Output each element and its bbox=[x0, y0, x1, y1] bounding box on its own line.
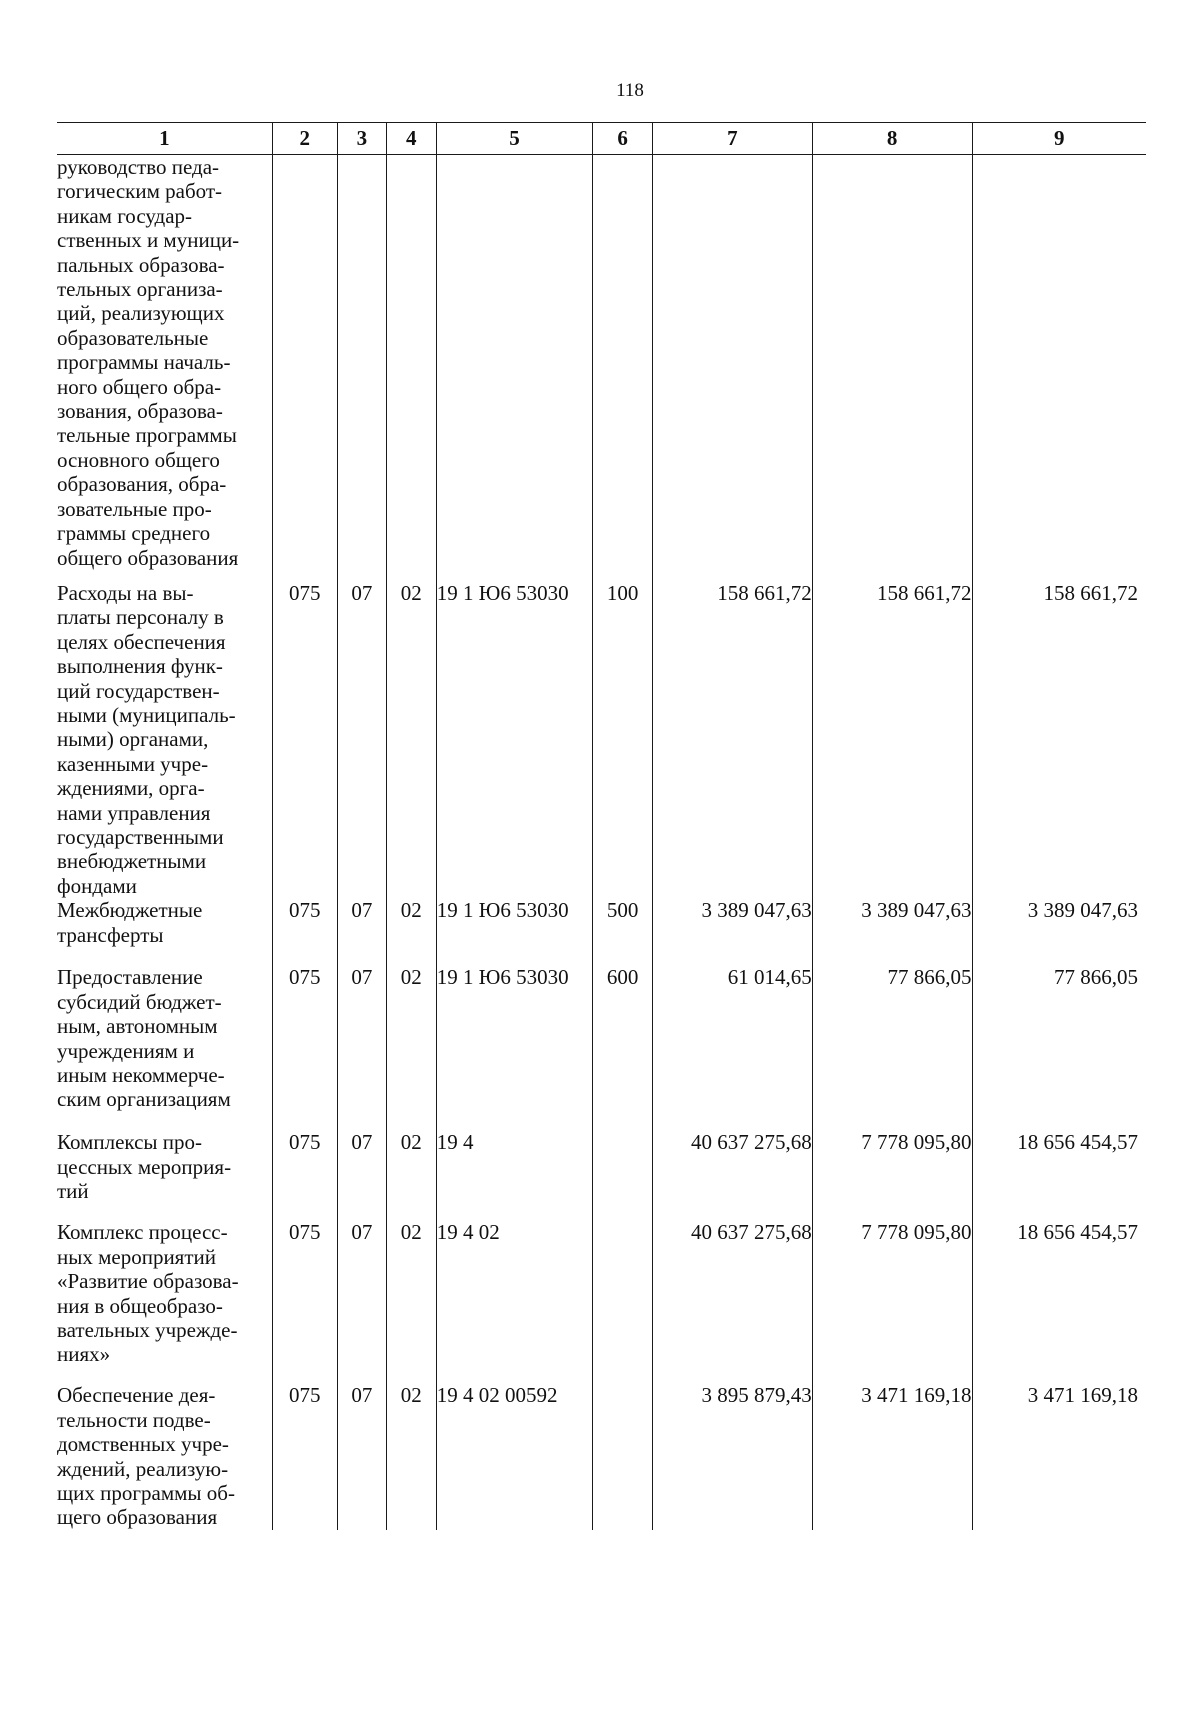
header-cell: 5 bbox=[436, 123, 593, 155]
item-name-line: тельные программы bbox=[57, 423, 237, 448]
subsection-cell: 02 bbox=[386, 1383, 436, 1529]
amount-cell: 18 656 454,57 bbox=[972, 1130, 1146, 1220]
section-cell: 07 bbox=[337, 581, 386, 898]
subsection-cell bbox=[386, 155, 436, 582]
item-name-line: иным некоммерче- bbox=[57, 1062, 225, 1087]
budget-table bbox=[57, 122, 1146, 1530]
item-name-line: ским организациям bbox=[57, 1087, 231, 1112]
item-name-line: ций, реализующих bbox=[57, 301, 225, 326]
amount-cell: 7 778 095,80 bbox=[812, 1220, 972, 1383]
item-name-line: нами управления bbox=[57, 800, 211, 825]
admin-code-cell: 075 bbox=[272, 1220, 337, 1383]
amount-cell: 7 778 095,80 bbox=[812, 1130, 972, 1220]
header-cell: 3 bbox=[337, 123, 386, 155]
header-row bbox=[57, 123, 1146, 155]
section-cell: 07 bbox=[337, 898, 386, 965]
table-row bbox=[57, 1130, 1146, 1220]
amount-cell bbox=[653, 155, 813, 582]
expense-type-cell bbox=[593, 1383, 653, 1529]
amount-cell: 158 661,72 bbox=[653, 581, 813, 898]
item-name-line: Обеспечение дея- bbox=[57, 1383, 216, 1408]
subsection-cell: 02 bbox=[386, 1220, 436, 1383]
item-name-line: программы началь- bbox=[57, 350, 231, 375]
item-name-line: «Развитие образова- bbox=[57, 1269, 239, 1294]
amount-cell: 158 661,72 bbox=[972, 581, 1146, 898]
amount-cell: 3 389 047,63 bbox=[653, 898, 813, 965]
amount-cell: 3 389 047,63 bbox=[812, 898, 972, 965]
item-name-cell bbox=[57, 1383, 272, 1529]
item-name-cell bbox=[57, 898, 272, 965]
target-article-cell: 19 4 02 bbox=[436, 1220, 593, 1383]
amount-cell: 77 866,05 bbox=[972, 965, 1146, 1130]
amount-cell: 77 866,05 bbox=[812, 965, 972, 1130]
admin-code-cell: 075 bbox=[272, 1130, 337, 1220]
item-name-line: тий bbox=[57, 1179, 89, 1204]
admin-code-cell: 075 bbox=[272, 965, 337, 1130]
item-name-line: зовательные про- bbox=[57, 496, 212, 521]
item-name-line: Предоставление bbox=[57, 965, 203, 990]
section-cell: 07 bbox=[337, 1130, 386, 1220]
item-name-line: ного общего обра- bbox=[57, 374, 222, 399]
item-name-line: ниях» bbox=[57, 1342, 111, 1367]
expense-type-cell: 600 bbox=[593, 965, 653, 1130]
section-cell: 07 bbox=[337, 965, 386, 1130]
item-name-line: зования, образова- bbox=[57, 399, 223, 424]
header-cell: 4 bbox=[386, 123, 436, 155]
item-name-line: щего образования bbox=[57, 1505, 218, 1530]
item-name-cell bbox=[57, 581, 272, 898]
item-name-line: цессных мероприя- bbox=[57, 1154, 232, 1179]
item-name-line: образовательные bbox=[57, 325, 209, 350]
target-article-cell: 19 1 Ю6 53030 bbox=[436, 965, 593, 1130]
table-row bbox=[57, 898, 1146, 965]
header-cell: 1 bbox=[57, 123, 272, 155]
item-name-line: ными (муниципаль- bbox=[57, 703, 236, 728]
amount-cell: 18 656 454,57 bbox=[972, 1220, 1146, 1383]
amount-cell: 40 637 275,68 bbox=[653, 1220, 813, 1383]
subsection-cell: 02 bbox=[386, 898, 436, 965]
item-name-line: государственными bbox=[57, 825, 224, 850]
expense-type-cell: 500 bbox=[593, 898, 653, 965]
target-article-cell bbox=[436, 155, 593, 582]
amount-cell: 158 661,72 bbox=[812, 581, 972, 898]
item-name-line: пальных образова- bbox=[57, 252, 225, 277]
target-article-cell: 19 4 02 00592 bbox=[436, 1383, 593, 1529]
item-name-line: фондами bbox=[57, 873, 137, 898]
amount-cell bbox=[972, 155, 1146, 582]
admin-code-cell: 075 bbox=[272, 898, 337, 965]
amount-cell: 3 389 047,63 bbox=[972, 898, 1146, 965]
item-name-line: щих программы об- bbox=[57, 1480, 235, 1505]
table-body bbox=[57, 155, 1146, 1530]
section-cell: 07 bbox=[337, 1383, 386, 1529]
amount-cell: 40 637 275,68 bbox=[653, 1130, 813, 1220]
item-name-line: гогическим работ- bbox=[57, 179, 223, 204]
amount-cell: 3 471 169,18 bbox=[972, 1383, 1146, 1529]
expense-type-cell bbox=[593, 155, 653, 582]
item-name-line: ций государствен- bbox=[57, 678, 220, 703]
target-article-cell: 19 1 Ю6 53030 bbox=[436, 581, 593, 898]
item-name-line: учреждениям и bbox=[57, 1038, 195, 1063]
item-name-line: тельных организа- bbox=[57, 277, 223, 302]
admin-code-cell: 075 bbox=[272, 581, 337, 898]
item-name-line: платы персоналу в bbox=[57, 605, 224, 630]
item-name-line: ных мероприятий bbox=[57, 1244, 216, 1269]
amount-cell: 61 014,65 bbox=[653, 965, 813, 1130]
header-cell: 2 bbox=[272, 123, 337, 155]
item-name-line: Комплекс процесс- bbox=[57, 1220, 228, 1245]
section-cell: 07 bbox=[337, 1220, 386, 1383]
item-name-line: ния в общеобразо- bbox=[57, 1293, 223, 1318]
header-cell: 8 bbox=[812, 123, 972, 155]
expense-type-cell bbox=[593, 1130, 653, 1220]
item-name-line: вательных учрежде- bbox=[57, 1317, 238, 1342]
header-cell: 6 bbox=[593, 123, 653, 155]
table-row bbox=[57, 965, 1146, 1130]
item-name-line: Межбюджетные bbox=[57, 898, 203, 923]
amount-cell: 3 895 879,43 bbox=[653, 1383, 813, 1529]
item-name-line: домственных учре- bbox=[57, 1432, 229, 1457]
item-name-line: ным, автономным bbox=[57, 1014, 218, 1039]
item-name-line: никам государ- bbox=[57, 203, 193, 228]
amount-cell bbox=[812, 155, 972, 582]
subsection-cell: 02 bbox=[386, 1130, 436, 1220]
item-name-line: трансферты bbox=[57, 922, 164, 947]
item-name-line: образования, обра- bbox=[57, 472, 227, 497]
subsection-cell: 02 bbox=[386, 581, 436, 898]
target-article-cell: 19 1 Ю6 53030 bbox=[436, 898, 593, 965]
header-cell: 9 bbox=[972, 123, 1146, 155]
item-name-line: внебюджетными bbox=[57, 849, 207, 874]
subsection-cell: 02 bbox=[386, 965, 436, 1130]
item-name-line: ными) органами, bbox=[57, 727, 209, 752]
admin-code-cell bbox=[272, 155, 337, 582]
item-name-line: ждениями, орга- bbox=[57, 776, 205, 801]
item-name-line: тельности подве- bbox=[57, 1407, 211, 1432]
item-name-line: Комплексы про- bbox=[57, 1130, 202, 1155]
amount-cell: 3 471 169,18 bbox=[812, 1383, 972, 1529]
item-name-line: руководство педа- bbox=[57, 155, 220, 179]
admin-code-cell: 075 bbox=[272, 1383, 337, 1529]
item-name-line: субсидий бюджет- bbox=[57, 989, 222, 1014]
item-name-cell bbox=[57, 965, 272, 1130]
item-name-line: выполнения функ- bbox=[57, 654, 223, 679]
item-name-cell bbox=[57, 155, 272, 582]
table-row bbox=[57, 155, 1146, 582]
item-name-line: целях обеспечения bbox=[57, 629, 226, 654]
page-number: 118 bbox=[616, 80, 644, 101]
table-row bbox=[57, 1383, 1146, 1529]
table-row bbox=[57, 581, 1146, 898]
header-cell: 7 bbox=[653, 123, 813, 155]
item-name-line: основного общего bbox=[57, 447, 220, 472]
item-name-cell bbox=[57, 1130, 272, 1220]
section-cell bbox=[337, 155, 386, 582]
item-name-line: Расходы на вы- bbox=[57, 581, 194, 605]
item-name-line: граммы среднего bbox=[57, 521, 211, 546]
item-name-line: казенными учре- bbox=[57, 751, 209, 776]
table-row bbox=[57, 1220, 1146, 1383]
item-name-line: ственных и муници- bbox=[57, 228, 240, 253]
item-name-line: общего образования bbox=[57, 545, 239, 570]
item-name-cell bbox=[57, 1220, 272, 1383]
expense-type-cell bbox=[593, 1220, 653, 1383]
target-article-cell: 19 4 bbox=[436, 1130, 593, 1220]
expense-type-cell: 100 bbox=[593, 581, 653, 898]
item-name-line: ждений, реализую- bbox=[57, 1456, 229, 1481]
